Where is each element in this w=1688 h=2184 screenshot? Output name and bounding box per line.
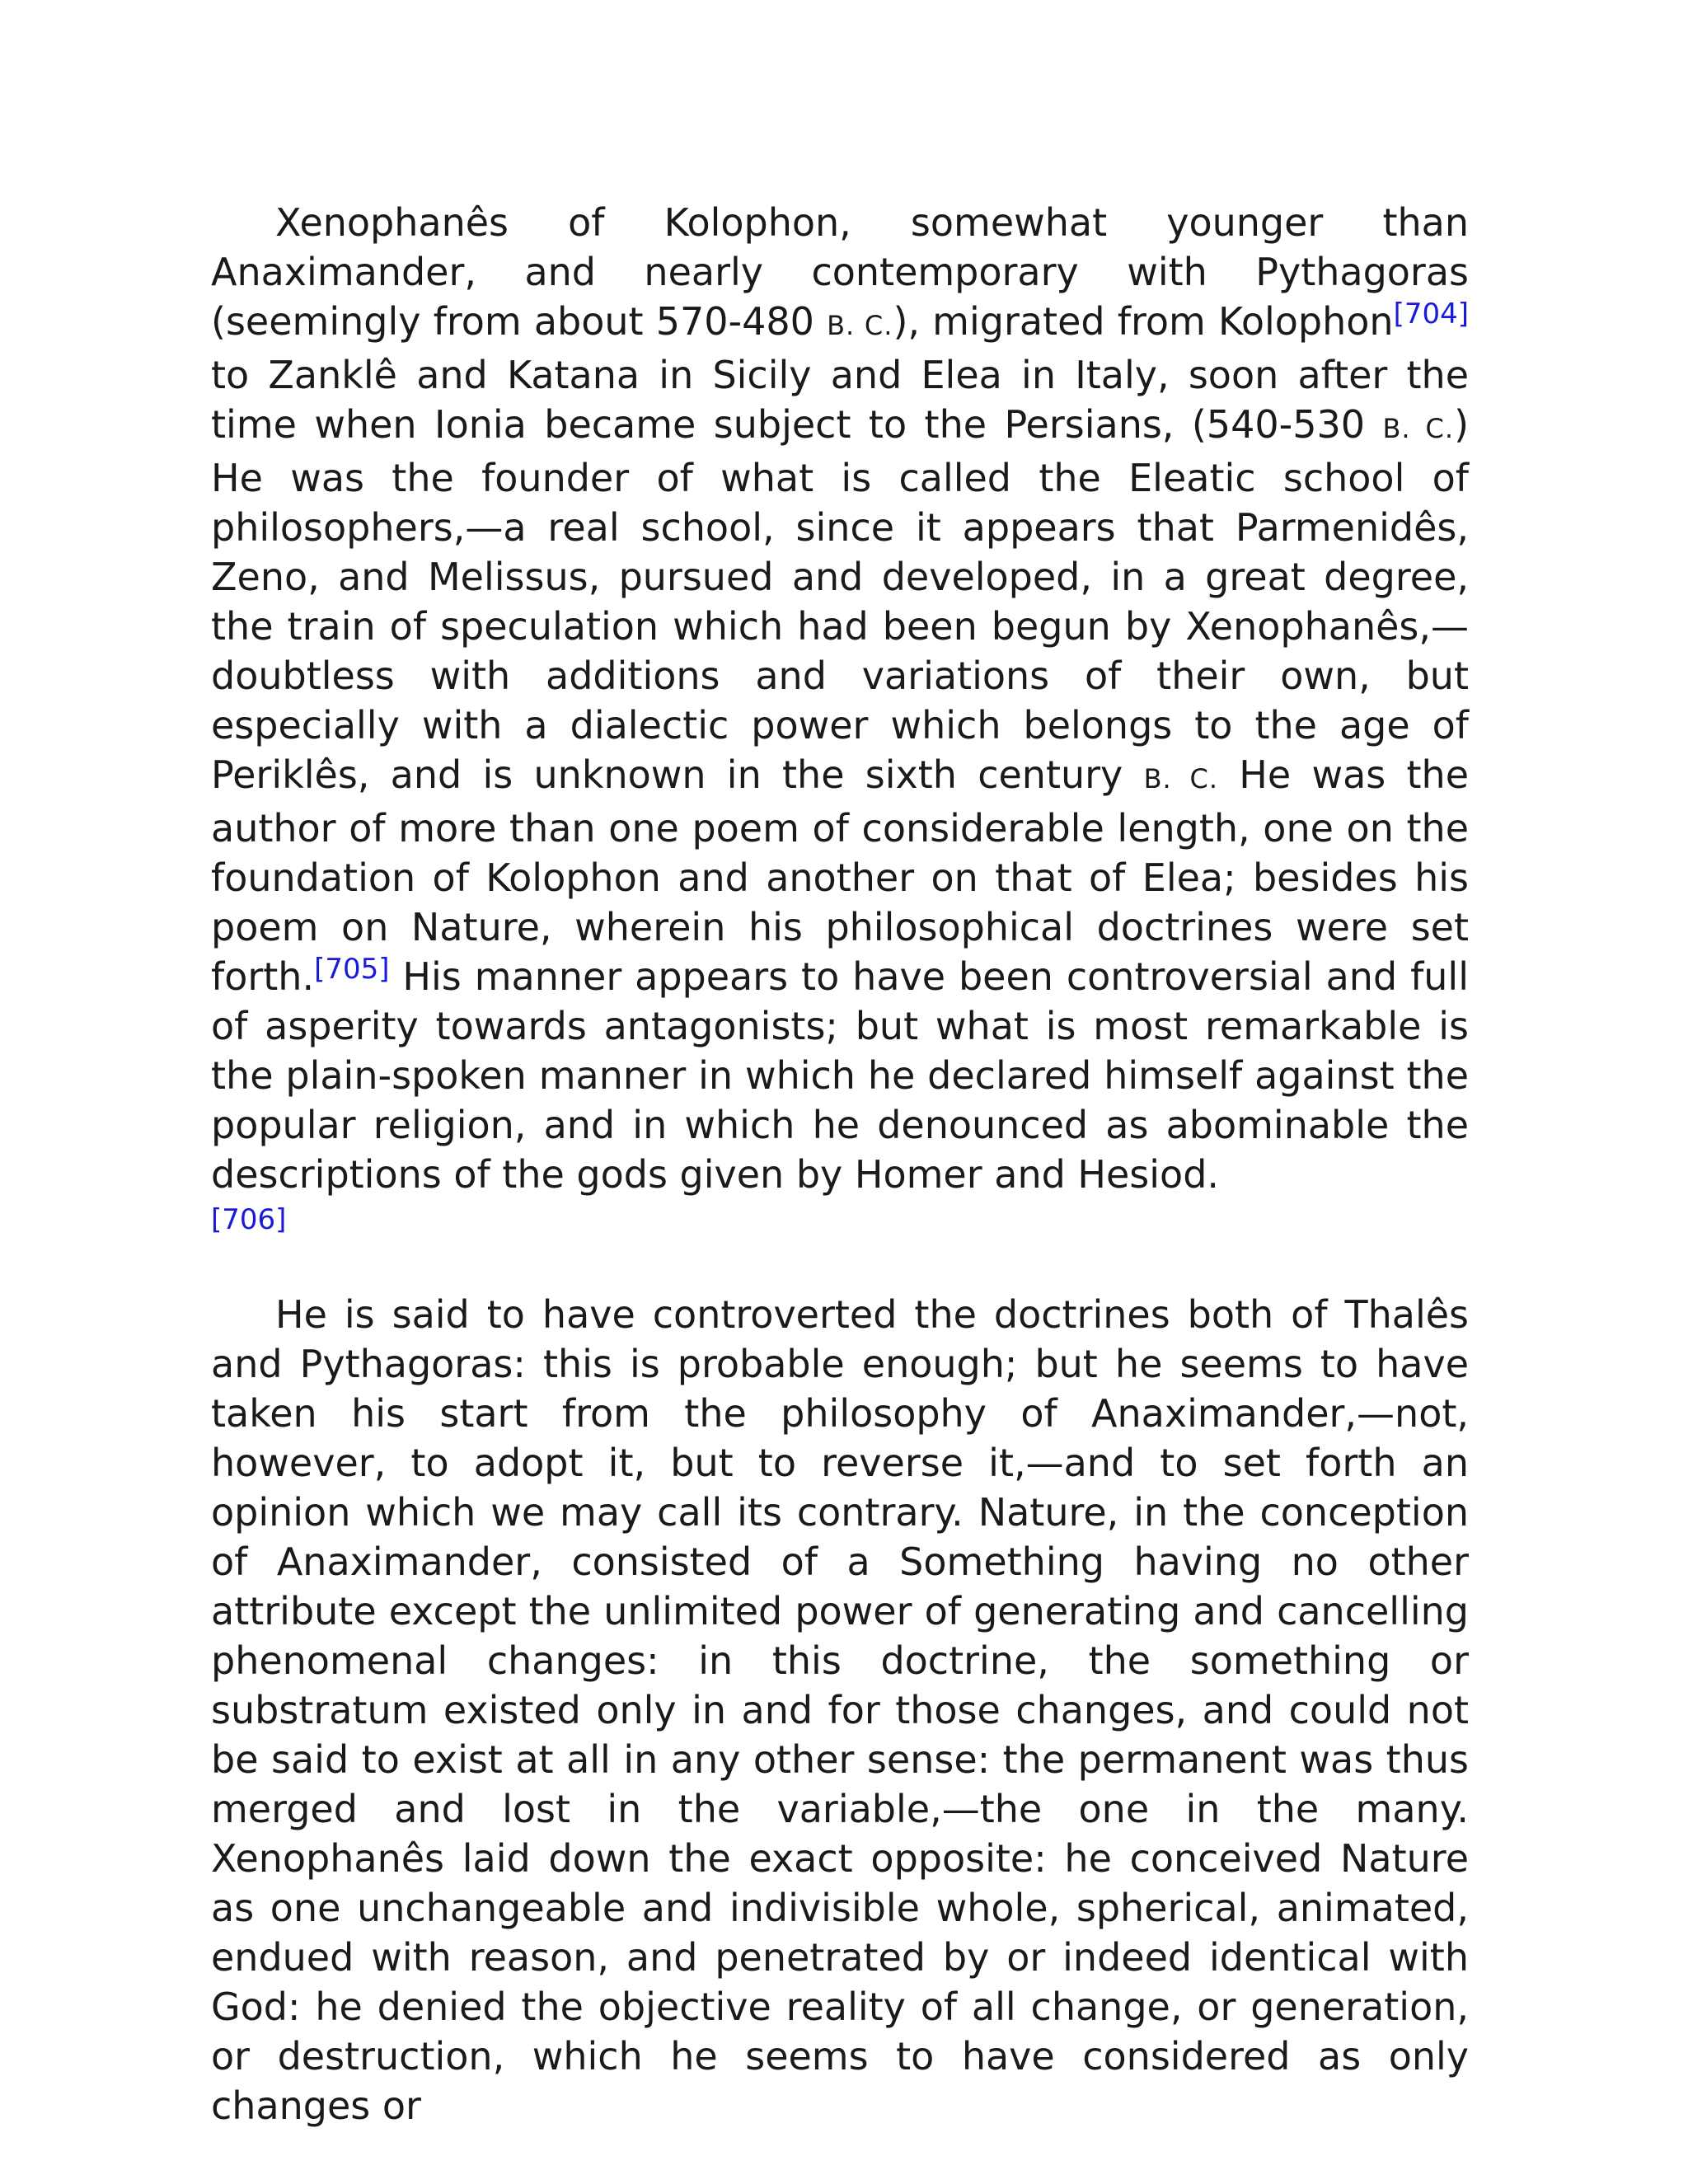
era-abbreviation: B. C. — [1143, 763, 1219, 794]
paragraph-xenophanes-intro — [211, 198, 1469, 1240]
text-run: He was the author of more than one poem of considerable length, one on the foundation of Kolophon and another on that of Elea; besides his poem on Nature, wherein his philosophical doctrines were set forth. — [211, 752, 1470, 999]
text-run: ) He was the founder of what is called the Eleatic school of philosophers,—a real school, since it appears that Parmenidês, Zeno, and Melissus, pursued and developed, in a great degree, the train of speculation which had been begun by Xenophanês,—doubtless with additions and variations of their own, but especially with a dialectic power which belongs to the age of Periklês, and is unknown in the sixth century — [211, 402, 1470, 797]
era-abbreviation: B. C. — [1382, 413, 1455, 444]
text-run: Xenophanês of Kolophon, somewhat younger than Anaximander, and nearly contemporary with Pythagoras (seemingly from about 570-480 — [211, 200, 1469, 344]
document-page — [211, 198, 1469, 2130]
footnote-link-704[interactable]: [704] — [1393, 298, 1469, 330]
footnote-link-705[interactable]: [705] — [314, 953, 390, 986]
paragraph-xenophanes-doctrine: He is said to have controverted the doctrines both of Thalês and Pythagoras: this is probable enough; but he seems to have taken his start from the philosophy of Anaximander,—not, however, to adopt it, but to reverse it,—and to set forth an opinion which we may call its contrary. Nature, in the conception of Anaximander, consisted of a Something having no other attribute except the unlimited power of generating and cancelling phenomenal changes: in this doctrine, the something or substratum existed only in and for those changes, and could not be said to exist at all in any other sense: the permanent was thus merged and lost in the variable,—the one in the many. Xenophanês laid down the exact opposite: he conceived Nature as one unchangeable and indivisible whole, spherical, animated, endued with reason, and penetrated by or indeed identical with God: he denied the objective reality of all change, or generation, or destruction, which he seems to have considered as only changes or — [211, 1292, 1469, 2128]
text-run: His manner appears to have been controversial and full of asperity towards antagonists; but what is most remarkable is the plain-spoken manner in which he declared himself against the popular religion, and in which he denounced as abominable the descriptions of the gods given by Homer and Hesiod. — [211, 954, 1469, 1197]
era-abbreviation: B. C. — [827, 310, 893, 341]
text-run: to Zanklê and Katana in Sicily and Elea in Italy, soon after the time when Ionia became subject to the Persians, (540-530 — [211, 353, 1469, 447]
footnote-link-706[interactable]: [706] — [211, 1203, 287, 1236]
text-run: ), migrated from Kolophon — [893, 299, 1394, 344]
